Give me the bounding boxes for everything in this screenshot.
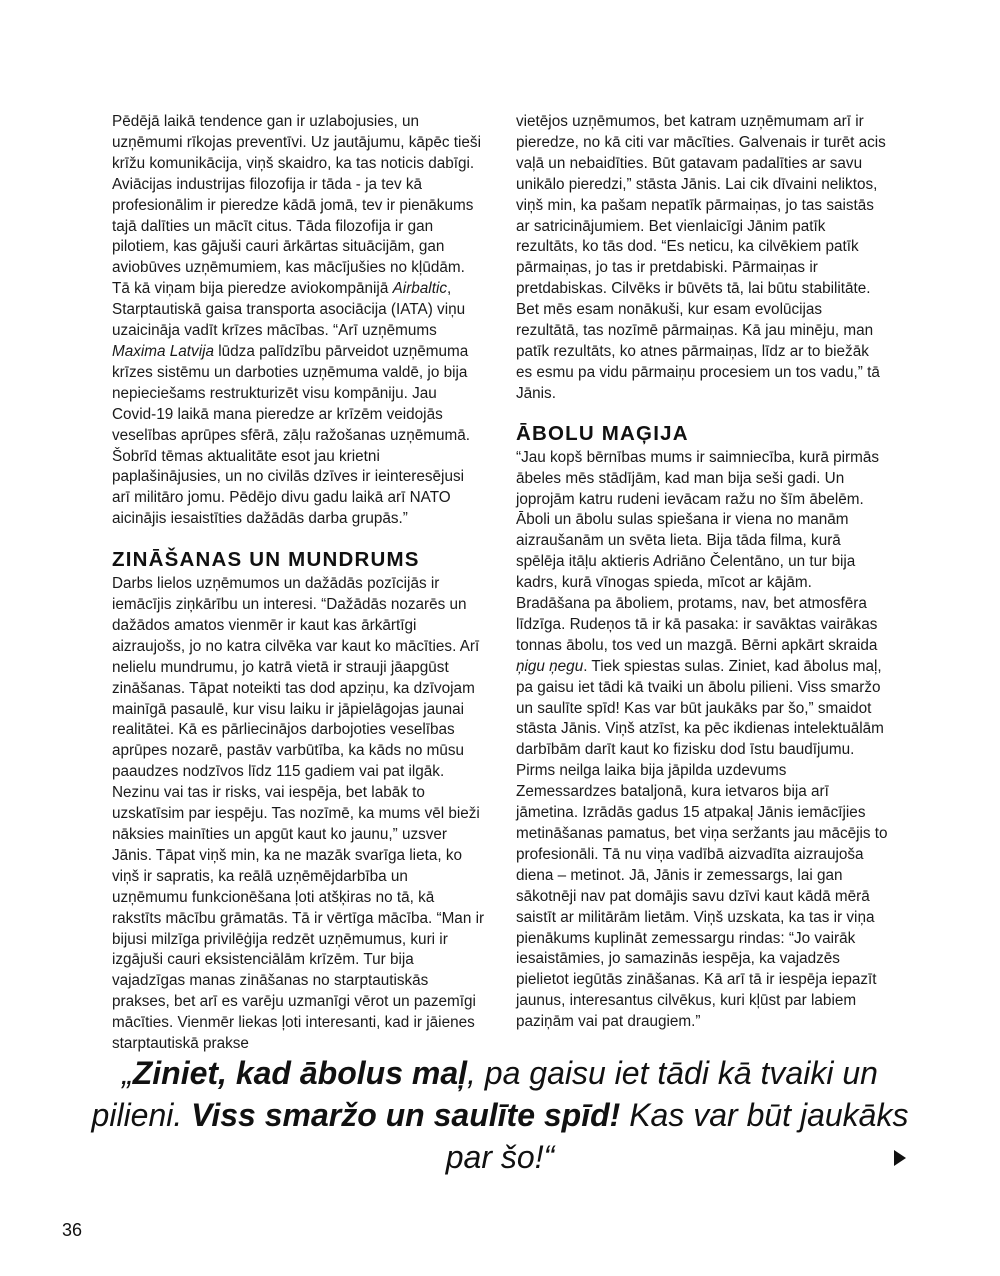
next-page-arrow-icon[interactable] xyxy=(894,1150,906,1166)
pull-quote-bold-2: Viss smaržo un saulīte spīd! xyxy=(191,1097,621,1133)
page-number: 36 xyxy=(62,1220,83,1240)
left-paragraph-1: Pēdējā laikā tendence gan ir uzlabojusies, un uzņēmumi rīkojas preventīvi. Uz jautājumu, kāpēc tieši krīžu komunikācija, viņš skaidro, ka tas noticis dabīgi. Aviācijas industrijas filozofija ir tāda - ja tev kā profesionālim ir pieredze kādā jomā, tev ir pienākums tajā dalīties un mācīt citus. Tāda filozofija ir gan pilotiem, kas gājuši cauri ārkārtas situācijām, gan aviobūves uzņēmumiem, kas mācījušies no kļūdām. Tā kā viņam bija pieredze aviokompānijā Airbaltic, Starptautiskā gaisa transporta asociācija (IATA) viņu uzaicināja vadīt krīzes mācības. “Arī uzņēmums Maxima Latvija lūdza palīdzību pārveidot uzņēmuma krīzes sistēmu un darboties uzņēmuma valdē, jo bija nepieciešams restrukturizēt visu kompāniju. Jau Covid-19 laikā mana pieredze ar krīzēm veidojās veselības aprūpes sfērā, zāļu ražošanas uzņēmumā. Šobrīd tēmas aktualitāte esot jau krietni paplašinājusies, un no civilās dzīves ir ieinteresējusi arī militāro jomu. Pēdējo divu gadu laikā arī NATO aicinājis iesaistīties dažādās darba grupās.” xyxy=(112,113,481,528)
left-paragraph-2: Darbs lielos uzņēmumos un dažādās pozīcijās ir iemācījis ziņkārību un interesi. “Dažādās nozarēs un dažādos amatos vienmēr ir kaut kas ārkārtīgi aizraujošs, jo no katra cilvēka var kaut ko mācīties. Arī nelielu mundrumu, jo katrā vietā ir strauji jāapgūst zināšanas. Tāpat noteikti tas dod apziņu, ka dzīvojam mainīgā pasaulē, kur visu laiku ir jāpielāgojas jaunai realitātei. Kā es pārliecinājos darbojoties veselības aprūpes nozarē, pastāv varbūtība, ka kāds no mūsu paaudzes nodzīvos līdz 115 gadiem vai pat ilgāk. Nezinu vai tas ir risks, vai iespēja, bet labāk to uzskatīsim par iespēju. Tas nozīmē, ka mums vēl bieži nāksies mainīties un apgūt kaut ko jaunu,” uzsver Jānis. Tāpat viņš min, ka ne mazāk svarīga lieta, ko viņš ir sapratis, ka reālā uzņēmējdarbība un uzņēmumu funkcionēšana ļoti atšķiras no tā, kā rakstīts mācību grāmatās. Tā ir vērtīga mācība. “Man ir bijusi milzīga privilēģija redzēt uzņēmumus, kuri ir izgājuši cauri eksistenciālām krīzēm. Tur bija vajadzīgas manas zināšanas no starptautiskās prakses, bet arī es varēju uzmanīgi vērot un pazemīgi mācīties. Vienmēr liekas ļoti interesanti, kad ir jāienes starptautiskā prakse xyxy=(112,575,485,1053)
pull-quote: „Ziniet, kad ābolus maļ, pa gaisu iet tādi kā tvaiki un pilieni. Viss smaržo un saulīte spīd! Kas var būt jaukāks par šo!“ xyxy=(91,1055,909,1175)
right-paragraph-1: vietējos uzņēmumos, bet katram uzņēmumam arī ir pieredze, no kā citi var mācīties. Galvenais ir turēt acis vaļā un nebaidīties. Būt gatavam padalīties ar savu unikālo pieredzi,” stāsta Jānis. Lai cik dīvaini neliktos, viņš min, ka pašam nepatīk pārmaiņas, jo tas saistās ar satricinājumiem. Bet vienlaicīgi Jānim patīk rezultāts, ko tās dod. “Es neticu, ka cilvēkiem patīk pārmaiņas, jo tas ir pretdabiski. Pārmaiņas ir pretdabiskas. Cilvēks ir būvēts tā, lai būtu stabilitāte. Bet mēs esam nonākuši, kur esam evolūcijas rezultātā, tas nozīmē pārmaiņas. Kā jau minēju, man patīk rezultāts, ko atnes pārmaiņas, līdz ar to biežāk es esmu pa vidu pārmaiņu procesiem un tos vadu,” tā Jānis. xyxy=(516,113,886,402)
right-column xyxy=(516,112,889,1033)
airbaltic-name: Airbaltic xyxy=(392,280,447,298)
pull-quote-bold-1: Ziniet, kad ābolus maļ xyxy=(132,1055,468,1091)
section-heading-knowledge: ZINĀŠANAS UN MUNDRUMS xyxy=(112,548,420,572)
section-heading-apple-magic: ĀBOLU MAĢIJA xyxy=(516,421,689,445)
nigu-negu-phrase: ņigu ņegu xyxy=(516,657,584,675)
right-paragraph-2: “Jau kopš bērnības mums ir saimniecība, kurā pirmās ābeles mēs stādījām, kad man bija seši gadi. Un joprojām katru rudeni ievācam ražu no šīm ābelēm. Āboli un ābolu sulas spiešana ir viena no manām aizraušanām un svēta lieta. Bija tāda filma, kurā spēlēja itāļu aktieris Adriāno Čelentāno, un tur bija kadrs, kurā vīnogas spieda, mīcot ar kājām. Bradāšana pa āboliem, protams, nav, bet atmosfēra līdzīga. Rudeņos tā ir kā pasaka: ir savāktas vairākas tonnas ābolu, tos ved un mazgā. Bērni apkārt skraida ņigu ņegu. Tiek spiestas sulas. Ziniet, kad ābolus maļ, pa gaisu iet tādi kā tvaiki un ābolu pilieni. Viss smaržo un saulīte spīd! Kas var būt jaukāks par šo,” smaidot stāsta Jānis. Viņš atzīst, ka pēc ikdienas intelektuālām darbībām darīt kaut ko fizisku dod īstu baudījumu. Pirms neilga laika bija jāpilda uzdevums Zemessardzes bataljonā, kura ietvaros bija arī jāmetina. Izrādās gadus 15 atpakaļ Jānis iemācījies metināšanas pamatus, bet viņa seržants jau mācējis to profesionāli. Tā nu viņa vadībā aizvadīta aizraujoša diena – metinot. Jā, Jānis ir zemessargs, lai gan sākotnēji nav pat domājis savu dzīvi kaut kādā mērā saistīt ar militārām lietām. Viņš uzskata, ka tas ir viņa pienākums kuplināt zemessargu rindas: “Jo vairāk iesaistāmies, jo samazinās iespēja, ka vajadzēs pielietot iegūtās zināšanas. Kā arī tā ir iespēja iepazīt jaunus, interesantus cilvēkus, kuri kļūst par labiem paziņām vai pat draugiem.” xyxy=(516,448,888,1031)
left-column xyxy=(112,112,485,1055)
maxima-name: Maxima Latvija xyxy=(112,342,215,360)
